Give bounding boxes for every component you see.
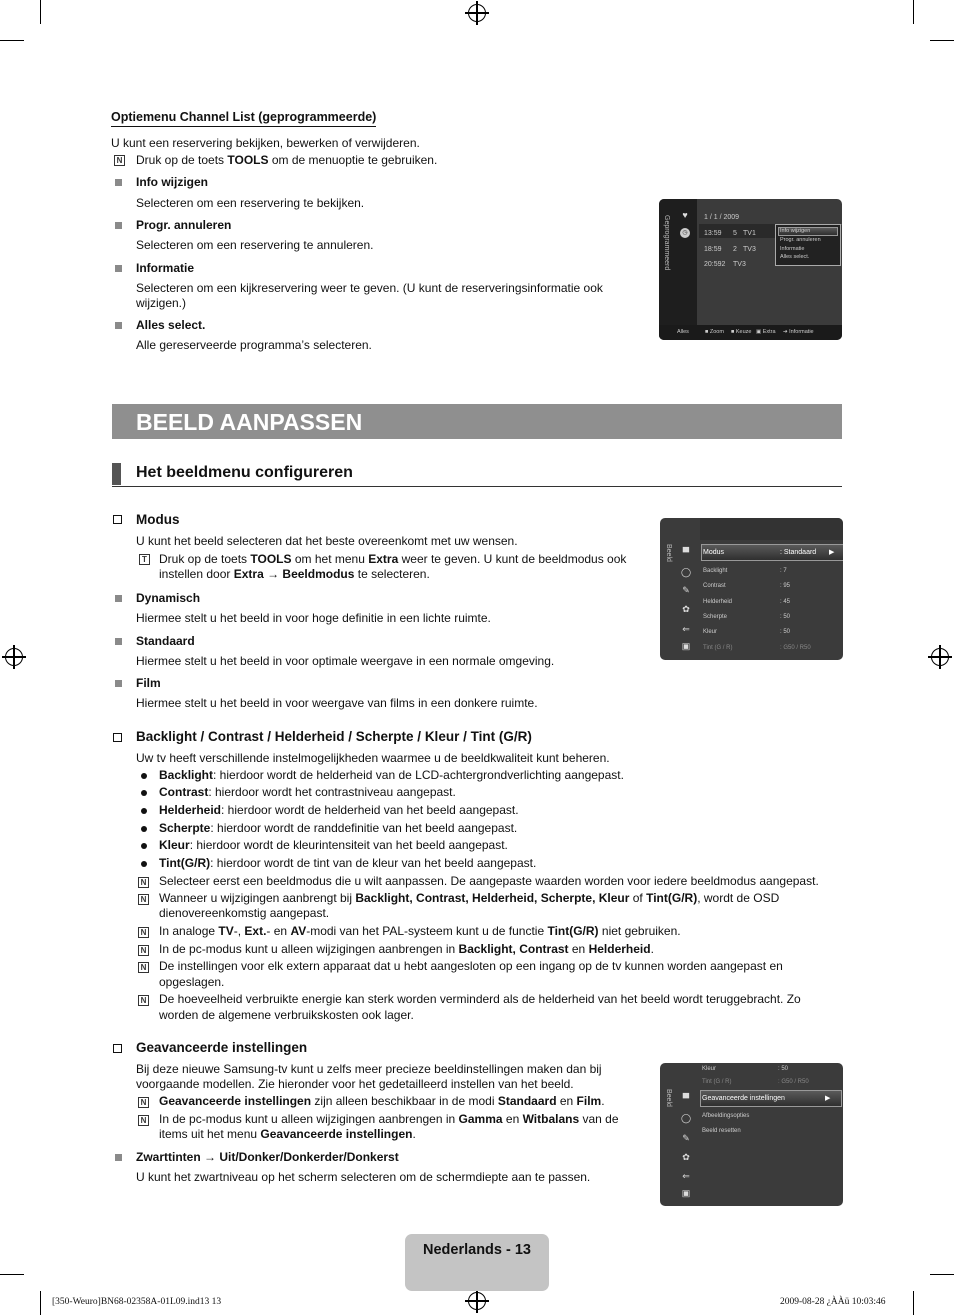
note-icon: N [138,945,149,956]
note-text: opgeslagen. [159,975,225,989]
row-label: Backlight [703,568,728,574]
section-banner [112,404,842,439]
registration-mark-icon [468,1292,486,1310]
row-time: 13:59 [704,230,722,237]
footer-item: ➔ Informatie [783,329,814,335]
row-label: Helderheid [703,599,733,605]
row-value: : 50 [780,629,791,635]
item-title: Standaard [136,634,195,648]
channel-icon: ✎ [682,1133,690,1143]
footer-item: ■ Zoom [705,329,724,335]
crop-mark [40,0,41,24]
note-text: Selecteer eerst een beeldmodus die u wilt aanpassen. De aangepaste waarden worden voor iedere beeldmodus aangepast. [159,874,819,888]
footer-item: ■ Keuze [731,329,752,335]
setup-icon: ✿ [682,604,690,614]
screen-side-label: Geprogrammeerd [663,215,670,271]
selected-label: Geavanceerde instellingen [702,1095,785,1102]
note-text: Geavanceerde instellingen zijn alleen beschikbaar in de modi Standaard en Film. [159,1094,605,1108]
footer-item: ▣ Extra [756,329,776,335]
menu-item: Informatie [780,246,805,252]
row-value: : 95 [780,583,791,589]
note-icon: N [138,927,149,938]
section-heading-channel: Optiemenu Channel List (geprogrammeerde) [111,110,376,127]
crop-mark [930,1274,954,1275]
advanced-title: Geavanceerde instellingen [136,1040,308,1055]
item-desc: Alle gereserveerde programma’s selecteren. [136,338,372,352]
note-icon: N [138,962,149,973]
input-icon: ⇐ [682,1171,690,1181]
row-label: Tint (G / R) [702,1079,732,1085]
modus-title: Modus [136,512,180,527]
tv-screen-picture-menu [660,518,843,660]
item-title: Dynamisch [136,591,201,605]
square-bullet-icon [115,222,122,229]
row-label: Kleur [703,629,718,635]
row-label: Tint (G / R) [703,645,733,651]
bullet-icon [141,773,147,779]
subheading: Het beeldmenu configureren [136,464,353,481]
bullet-icon [141,808,147,814]
modus-note-line2: instellen door Extra → Beeldmodus te selecteren. [159,567,430,581]
menu-item: Alles select. [780,254,810,260]
bullet-item: Tint(G/R): hierdoor wordt de tint van de kleur van het beeld aangepast. [159,856,537,870]
bullet-icon [141,843,147,849]
note-icon: N [138,1097,149,1108]
crop-mark [0,1274,24,1275]
screen-side-label: Beeld [665,544,672,562]
page-number-tab [405,1234,549,1291]
bullet-icon [141,861,147,867]
row-label: Scherpte [703,614,728,620]
row-value: : 50 [780,614,791,620]
row-label: Afbeeldingsopties [702,1113,750,1119]
row-channel: TV3 [743,246,756,253]
registration-mark-icon [468,4,486,22]
square-bullet-icon [115,322,122,329]
item-title: Alles select. [136,318,206,332]
item-desc: Hiermee stelt u het beeld in voor hoge definitie in een lichte ruimte. [136,611,491,625]
item-desc: Selecteren om een reservering te annuleren. [136,238,374,252]
row-num: 2 [733,246,737,253]
square-bullet-icon [115,680,122,687]
menu-item: Progr. annuleren [780,237,821,243]
square-bullet-icon [115,638,122,645]
row-value: : 45 [780,599,791,605]
tv-screen-advanced [660,1063,843,1206]
selected-value: : Standaard [780,549,817,556]
item-desc: Hiermee stelt u het beeld in voor weergave van films in een donkere ruimte. [136,696,538,710]
backlight-intro: Uw tv heeft verschillende instelmogelijkheden waarmee u de beeldkwaliteit kunt beheren. [136,751,610,765]
picture-icon: ▀ [682,1093,690,1103]
subheading-marker [112,463,121,485]
backlight-title: Backlight / Contrast / Helderheid / Scherpte / Kleur / Tint (G/R) [136,729,532,744]
support-icon: ▣ [681,1188,691,1198]
item-desc: Selecteren om een reservering te bekijken. [136,196,365,210]
item-title: Zwarttinten → Uit/Donker/Donkerder/Donkerst [136,1150,399,1164]
print-date: 2009-08-28 ¿ÀÀü 10:03:46 [780,1297,886,1307]
bullet-item: Contrast: hierdoor wordt het contrastniveau aangepast. [159,785,456,799]
crop-mark [40,1291,41,1315]
row-time: 20:592 [704,261,726,268]
sound-icon: ◯ [681,1113,692,1123]
note-text: In de pc-modus kunt u alleen wijzigingen aanbrengen in Gamma en Witbalans van de [159,1112,619,1126]
square-bullet-icon [115,179,122,186]
square-bullet-icon [115,1154,122,1161]
modus-intro: U kunt het beeld selecteren dat het beste overeenkomt met uw wensen. [136,534,518,548]
note-icon: N [138,995,149,1006]
registration-mark-icon [5,648,23,666]
item-title: Progr. annuleren [136,218,232,232]
file-info: [350-Weuro]BN68-02358A-01L09.ind13 13 [52,1297,222,1307]
tv-screen-scheduled [659,199,842,340]
row-num: 5 [733,230,737,237]
crop-mark [0,40,24,41]
row-value: : 50 [778,1066,789,1072]
bullet-item: Scherpte: hierdoor wordt de randdefinitie van het beeld aangepast. [159,821,518,835]
crop-mark [913,0,914,24]
footer-all: Alles [677,329,689,335]
tools-menu [775,224,841,266]
page-number: Nederlands - 13 [423,1242,531,1258]
selected-label: Modus [703,549,725,556]
advanced-intro: voorgaande modellen. Zie hieronder voor het gedetailleerd instellen van het beeld. [136,1077,574,1091]
note-text: In de pc-modus kunt u alleen wijzigingen aanbrengen in Backlight, Contrast en Helderheid. [159,942,654,956]
note-icon: N [138,894,149,905]
item-desc: U kunt het zwartniveau op het scherm selecteren om de schermdiepte aan te passen. [136,1170,591,1184]
row-channel: TV3 [733,261,746,268]
checkbox-bullet-icon [113,733,122,742]
note-text: dienovereenkomstig aangepast. [159,906,330,920]
note-text: Wanneer u wijzigingen aanbrengt bij Backlight, Contrast, Helderheid, Scherpte, Kleur of Tint(G/R), wordt de OSD [159,891,780,905]
menu-item: Info wijzigen [780,228,811,234]
channel-note: Druk op de toets TOOLS om de menuoptie te gebruiken. [136,153,438,167]
arrow-right-icon: ▶ [825,1095,831,1102]
setup-icon: ✿ [682,1152,690,1162]
clock-icon: ◷ [680,228,690,238]
channel-intro: U kunt een reservering bekijken, bewerken of verwijderen. [111,136,420,150]
advanced-intro: Bij deze nieuwe Samsung-tv kunt u zelfs meer precieze beeldinstellingen maken dan bij [136,1062,602,1076]
sound-icon: ◯ [681,567,692,577]
row-time: 18:59 [704,246,722,253]
banner-title: BEELD AANPASSEN [136,409,363,435]
note-icon: N [138,1115,149,1126]
crop-mark [930,40,954,41]
item-desc: Selecteren om een kijkreservering weer te geven. (U kunt de reserveringsinformatie ook wijzigen.) [136,281,603,310]
row-channel: TV1 [743,230,756,237]
row-value: : G50 / R50 [780,645,811,651]
channel-icon: ✎ [682,585,690,595]
checkbox-bullet-icon [113,515,122,524]
screen-date: 1 / 1 / 2009 [704,214,740,221]
row-label: Kleur [702,1066,717,1072]
checkbox-bullet-icon [113,1044,122,1053]
bullet-icon [141,826,147,832]
registration-mark-icon [931,648,949,666]
input-icon: ⇐ [682,624,690,634]
square-bullet-icon [115,595,122,602]
bullet-icon [141,790,147,796]
support-icon: ▣ [681,641,691,651]
subheading-rule [112,486,842,487]
heart-icon: ♥ [682,210,688,220]
item-title: Film [136,676,161,690]
arrow-right-icon: ▶ [829,549,835,556]
bullet-item: Helderheid: hierdoor wordt de helderheid van het beeld aangepast. [159,803,519,817]
item-desc: Hiermee stelt u het beeld in voor optimale weergave in een normale omgeving. [136,654,555,668]
crop-mark [913,1291,914,1315]
bullet-item: Backlight: hierdoor wordt de helderheid van de LCD-achtergrondverlichting aangepast. [159,768,624,782]
note-text: worden de algemene verbruikskosten ook lager. [159,1008,414,1022]
note-text: items uit het menu Geavanceerde instellingen. [159,1127,416,1141]
row-label: Beeld resetten [702,1128,741,1134]
row-value: : G50 / R50 [778,1079,809,1085]
picture-icon: ▀ [682,547,690,557]
note-icon: N [114,155,125,166]
row-label: Contrast [703,583,726,589]
item-title: Info wijzigen [136,175,208,189]
note-text: In analoge TV-, Ext.- en AV-modi van het PAL-systeem kunt u de functie Tint(G/R) niet gebruiken. [159,924,681,938]
note-icon: N [138,877,149,888]
item-title: Informatie [136,261,195,275]
bullet-item: Kleur: hierdoor wordt de kleurintensiteit van het beeld aangepast. [159,838,508,852]
tools-icon: T [139,554,150,565]
square-bullet-icon [115,265,122,272]
row-value: : 7 [780,568,787,574]
screen-side-label: Beeld [665,1089,672,1107]
note-text: De hoeveelheid verbruikte energie kan sterk worden verminderd als de helderheid van het beeld wordt teruggebracht. Zo [159,992,801,1006]
modus-note-line1: Druk op de toets TOOLS om het menu Extra weer te geven. U kunt de beeldmodus ook [159,552,627,566]
note-text: De instellingen voor elk extern apparaat dat u hebt aangesloten op een ingang op de tv kunnen worden aangepast en [159,959,783,973]
